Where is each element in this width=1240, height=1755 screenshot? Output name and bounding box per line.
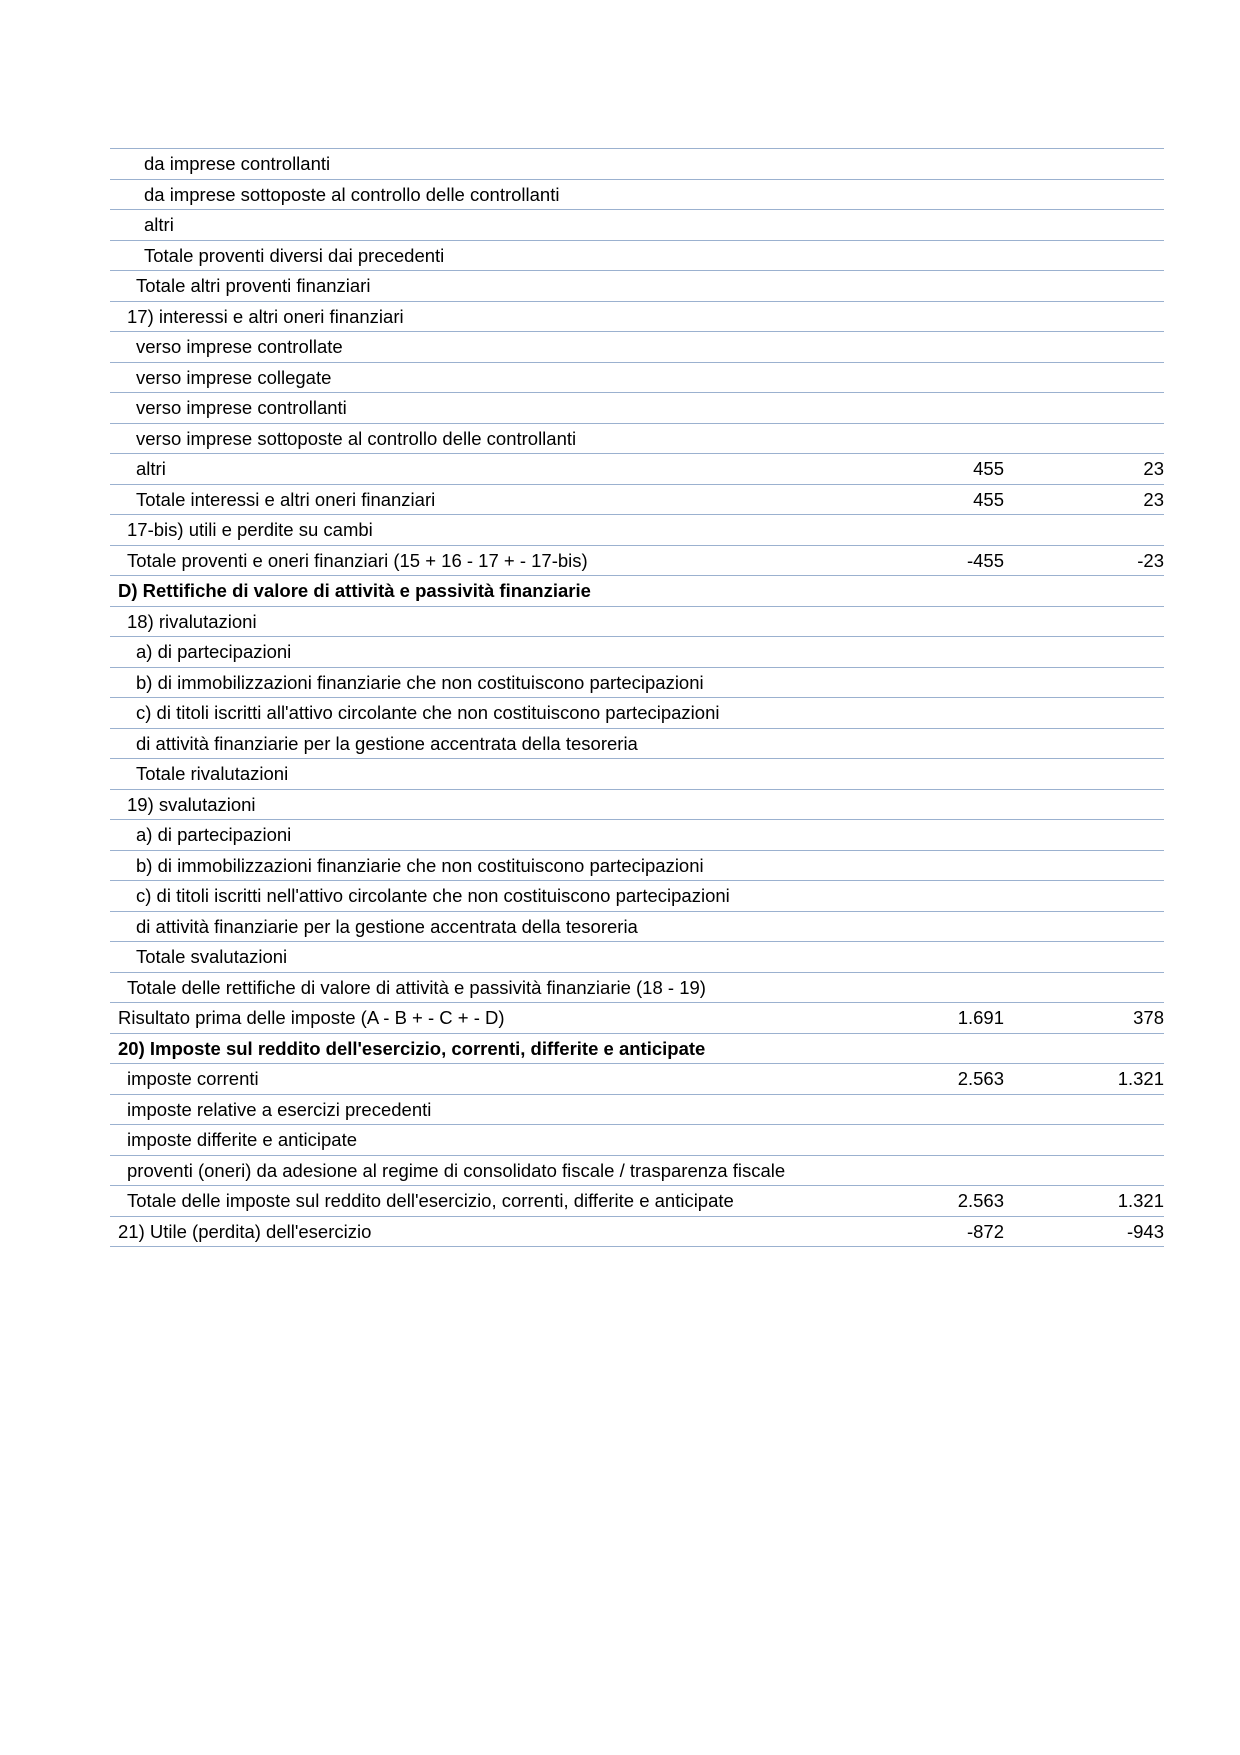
row-value-current-year: 1.691 bbox=[957, 1007, 1004, 1028]
row-value-current-year bbox=[834, 271, 1004, 302]
row-value-prior-year bbox=[1004, 759, 1164, 790]
row-value-prior-year bbox=[1004, 698, 1164, 729]
table-row bbox=[110, 942, 1164, 973]
table-row bbox=[110, 332, 1164, 363]
row-label: Totale delle rettifiche di valore di attività e passività finanziarie (18 - 19) bbox=[127, 976, 706, 998]
row-value-prior-year bbox=[1004, 301, 1164, 332]
row-value-prior-year bbox=[1004, 271, 1164, 302]
row-value-current-year: -455 bbox=[966, 549, 1004, 571]
row-label: 21) Utile (perdita) dell'esercizio bbox=[118, 1220, 372, 1242]
row-value-current-year bbox=[834, 423, 1004, 454]
row-label: b) di immobilizzazioni finanziarie che non costituiscono partecipazioni bbox=[136, 854, 704, 876]
row-label: proventi (oneri) da adesione al regime di consolidato fiscale / trasparenza fiscale bbox=[127, 1159, 786, 1181]
table-row bbox=[110, 728, 1164, 759]
row-value-prior-year bbox=[1004, 728, 1164, 759]
table-row bbox=[110, 362, 1164, 393]
table-row bbox=[110, 1033, 1164, 1064]
row-label: da imprese controllanti bbox=[144, 153, 331, 174]
row-value-current-year bbox=[834, 942, 1004, 973]
row-value-prior-year bbox=[1004, 1094, 1164, 1125]
row-label: Totale delle imposte sul reddito dell'esercizio, correnti, differite e anticipate bbox=[127, 1190, 734, 1211]
row-value-current-year bbox=[834, 911, 1004, 942]
row-value-prior-year bbox=[1004, 881, 1164, 912]
row-label: 17-bis) utili e perdite su cambi bbox=[127, 519, 373, 540]
table-row bbox=[110, 606, 1164, 637]
row-label: da imprese sottoposte al controllo delle controllanti bbox=[144, 183, 560, 205]
row-label: Totale proventi e oneri finanziari (15 + 16 - 17 + - 17-bis) bbox=[127, 549, 588, 571]
row-value-current-year bbox=[834, 179, 1004, 210]
income-statement-table bbox=[110, 148, 1164, 1247]
row-value-current-year bbox=[834, 332, 1004, 363]
row-value-prior-year bbox=[1004, 942, 1164, 973]
row-label: D) Rettifiche di valore di attività e passività finanziarie bbox=[118, 580, 591, 601]
table-row bbox=[110, 972, 1164, 1003]
row-value-prior-year: -943 bbox=[1126, 1220, 1164, 1242]
table-row bbox=[110, 545, 1164, 576]
row-value-current-year bbox=[834, 1033, 1004, 1064]
row-value-prior-year bbox=[1004, 789, 1164, 820]
table-row bbox=[110, 484, 1164, 515]
row-label: Totale interessi e altri oneri finanziari bbox=[136, 488, 436, 510]
row-label: a) di partecipazioni bbox=[136, 641, 292, 662]
row-label: altri bbox=[136, 458, 166, 479]
row-value-current-year bbox=[834, 606, 1004, 637]
row-value-current-year bbox=[834, 362, 1004, 393]
row-value-current-year bbox=[834, 789, 1004, 820]
row-label: Totale svalutazioni bbox=[136, 946, 288, 967]
row-value-current-year bbox=[834, 240, 1004, 271]
row-label: altri bbox=[144, 214, 174, 235]
table-row bbox=[110, 576, 1164, 607]
row-value-current-year: -872 bbox=[966, 1220, 1004, 1242]
row-label: 20) Imposte sul reddito dell'esercizio, correnti, differite e anticipate bbox=[118, 1037, 706, 1059]
row-label: imposte relative a esercizi precedenti bbox=[127, 1098, 432, 1120]
table-row bbox=[110, 423, 1164, 454]
row-label: c) di titoli iscritti all'attivo circolante che non costituiscono partecipazioni bbox=[136, 702, 720, 723]
table-row bbox=[110, 454, 1164, 485]
row-label: 17) interessi e altri oneri finanziari bbox=[127, 305, 404, 327]
row-label: 18) rivalutazioni bbox=[127, 610, 257, 632]
row-label: di attività finanziarie per la gestione accentrata della tesoreria bbox=[136, 732, 638, 754]
table-row bbox=[110, 1155, 1164, 1186]
table-row bbox=[110, 850, 1164, 881]
table-row bbox=[110, 301, 1164, 332]
table-row bbox=[110, 240, 1164, 271]
row-value-prior-year bbox=[1004, 1155, 1164, 1186]
row-label: verso imprese controllate bbox=[136, 336, 343, 357]
table-row bbox=[110, 820, 1164, 851]
table-row bbox=[110, 1003, 1164, 1034]
row-value-prior-year: 378 bbox=[1133, 1007, 1164, 1028]
row-label: Totale proventi diversi dai precedenti bbox=[144, 244, 445, 266]
row-label: verso imprese collegate bbox=[136, 366, 332, 388]
row-value-current-year bbox=[834, 576, 1004, 607]
row-value-current-year: 2.563 bbox=[957, 1190, 1004, 1211]
row-value-current-year bbox=[834, 820, 1004, 851]
table-row bbox=[110, 667, 1164, 698]
row-value-prior-year bbox=[1004, 362, 1164, 393]
row-value-prior-year bbox=[1004, 820, 1164, 851]
row-label: Totale rivalutazioni bbox=[136, 763, 289, 784]
table-row bbox=[110, 881, 1164, 912]
row-value-current-year bbox=[834, 1125, 1004, 1156]
row-value-current-year bbox=[834, 515, 1004, 546]
row-label: verso imprese sottoposte al controllo delle controllanti bbox=[136, 427, 577, 449]
row-value-prior-year bbox=[1004, 393, 1164, 424]
row-value-prior-year bbox=[1004, 1125, 1164, 1156]
row-value-prior-year bbox=[1004, 1033, 1164, 1064]
row-value-prior-year bbox=[1004, 911, 1164, 942]
table-row bbox=[110, 1064, 1164, 1095]
row-label: Risultato prima delle imposte (A - B + - C + - D) bbox=[118, 1007, 505, 1028]
table-row bbox=[110, 1125, 1164, 1156]
row-value-current-year bbox=[834, 850, 1004, 881]
table-row bbox=[110, 271, 1164, 302]
row-value-prior-year bbox=[1004, 210, 1164, 241]
table-row bbox=[110, 149, 1164, 180]
row-value-prior-year bbox=[1004, 637, 1164, 668]
row-value-current-year bbox=[834, 1155, 1004, 1186]
row-value-prior-year bbox=[1004, 850, 1164, 881]
row-label: b) di immobilizzazioni finanziarie che non costituiscono partecipazioni bbox=[136, 671, 704, 693]
row-value-prior-year: 1.321 bbox=[1117, 1068, 1164, 1089]
row-value-prior-year: 1.321 bbox=[1117, 1190, 1164, 1211]
row-label: Totale altri proventi finanziari bbox=[136, 275, 371, 296]
table-row bbox=[110, 179, 1164, 210]
row-label: imposte correnti bbox=[127, 1068, 259, 1089]
row-value-current-year bbox=[834, 301, 1004, 332]
row-value-prior-year bbox=[1004, 179, 1164, 210]
row-label: 19) svalutazioni bbox=[127, 793, 256, 815]
table-row bbox=[110, 759, 1164, 790]
table-row bbox=[110, 637, 1164, 668]
row-value-prior-year bbox=[1004, 240, 1164, 271]
row-value-current-year: 455 bbox=[973, 458, 1004, 479]
row-value-current-year bbox=[834, 393, 1004, 424]
row-value-current-year bbox=[834, 210, 1004, 241]
table-row bbox=[110, 911, 1164, 942]
table-row bbox=[110, 789, 1164, 820]
row-value-current-year bbox=[834, 1094, 1004, 1125]
row-value-prior-year: 23 bbox=[1143, 488, 1164, 510]
row-label: verso imprese controllanti bbox=[136, 397, 347, 418]
table-row bbox=[110, 210, 1164, 241]
row-value-current-year bbox=[834, 728, 1004, 759]
table-row bbox=[110, 393, 1164, 424]
row-value-current-year bbox=[834, 881, 1004, 912]
row-value-prior-year: 23 bbox=[1143, 458, 1164, 479]
row-label: di attività finanziarie per la gestione accentrata della tesoreria bbox=[136, 915, 638, 937]
table-row bbox=[110, 1216, 1164, 1247]
row-value-current-year bbox=[834, 698, 1004, 729]
table-row bbox=[110, 698, 1164, 729]
row-value-current-year: 2.563 bbox=[957, 1068, 1004, 1089]
table-row bbox=[110, 515, 1164, 546]
row-label: imposte differite e anticipate bbox=[127, 1129, 358, 1150]
row-value-prior-year bbox=[1004, 515, 1164, 546]
row-value-prior-year bbox=[1004, 576, 1164, 607]
row-value-prior-year bbox=[1004, 972, 1164, 1003]
table-row bbox=[110, 1094, 1164, 1125]
row-value-current-year bbox=[834, 759, 1004, 790]
row-value-current-year bbox=[834, 637, 1004, 668]
table-row bbox=[110, 1186, 1164, 1217]
row-value-current-year bbox=[834, 149, 1004, 180]
row-label: c) di titoli iscritti nell'attivo circolante che non costituiscono partecipazioni bbox=[136, 885, 730, 906]
row-value-prior-year bbox=[1004, 332, 1164, 363]
row-value-current-year bbox=[834, 667, 1004, 698]
row-value-prior-year bbox=[1004, 423, 1164, 454]
row-value-prior-year bbox=[1004, 149, 1164, 180]
row-value-current-year: 455 bbox=[973, 488, 1004, 510]
row-value-current-year bbox=[834, 972, 1004, 1003]
row-value-prior-year: -23 bbox=[1137, 549, 1164, 571]
row-value-prior-year bbox=[1004, 606, 1164, 637]
row-label: a) di partecipazioni bbox=[136, 824, 292, 845]
row-value-prior-year bbox=[1004, 667, 1164, 698]
income-statement-body bbox=[110, 149, 1164, 1247]
